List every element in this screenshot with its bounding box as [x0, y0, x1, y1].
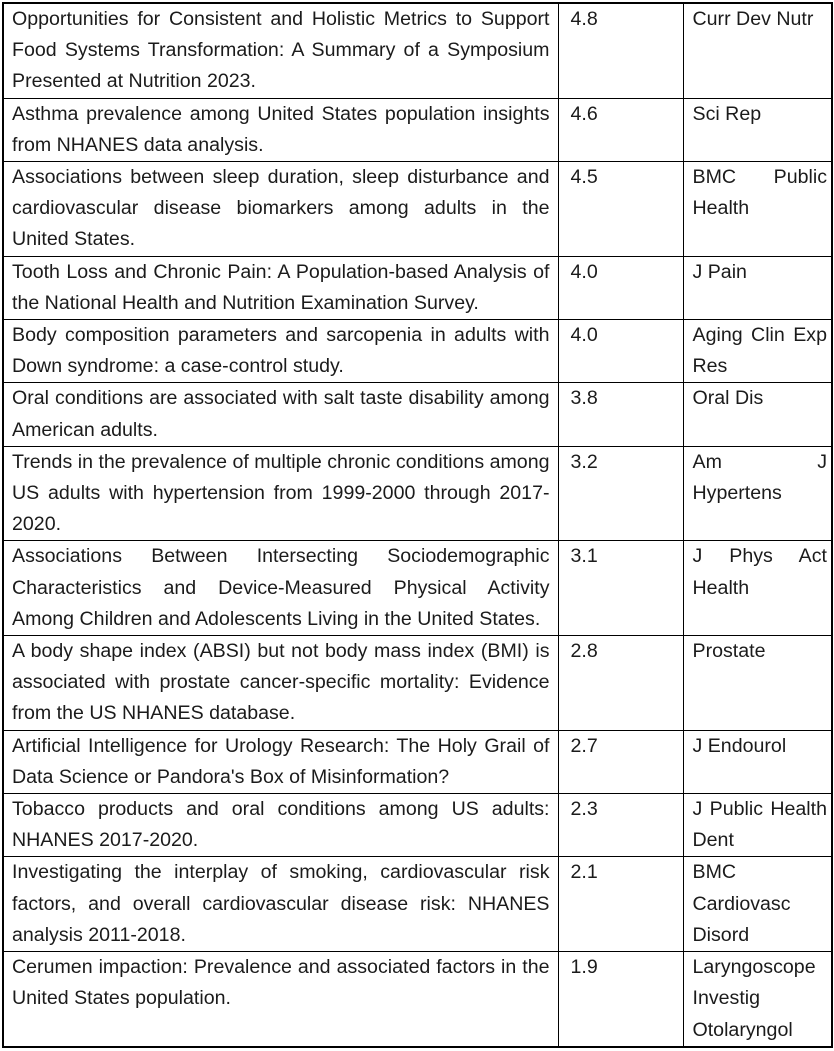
article-title-cell: Trends in the prevalence of multiple chronic conditions among US adults with hypertension from 1999-2000 through 2017-2020. — [3, 446, 558, 541]
impact-score-cell: 2.8 — [558, 636, 683, 731]
table-row — [3, 794, 832, 857]
journal-name-cell: Curr Dev Nutr — [683, 3, 832, 98]
article-title-cell: Cerumen impaction: Prevalence and associated factors in the United States population. — [3, 952, 558, 1047]
article-title-cell: Associations between sleep duration, sleep disturbance and cardiovascular disease biomarkers among adults in the United States. — [3, 162, 558, 257]
impact-score-cell: 1.9 — [558, 952, 683, 1047]
impact-score-cell: 2.3 — [558, 794, 683, 857]
table-row — [3, 857, 832, 952]
impact-score-cell: 3.8 — [558, 383, 683, 446]
article-title-cell: Tooth Loss and Chronic Pain: A Population-based Analysis of the National Health and Nutrition Examination Survey. — [3, 256, 558, 319]
article-title-cell: Tobacco products and oral conditions among US adults: NHANES 2017-2020. — [3, 794, 558, 857]
table-row — [3, 541, 832, 636]
table-row — [3, 383, 832, 446]
article-title-cell: Opportunities for Consistent and Holistic Metrics to Support Food Systems Transformation: A Summary of a Symposium Presented at Nutrition 2023. — [3, 3, 558, 98]
journal-name-cell: J Public Health Dent — [683, 794, 832, 857]
impact-score-cell: 4.0 — [558, 256, 683, 319]
article-title-cell: Associations Between Intersecting Sociodemographic Characteristics and Device-Measured Physical Activity Among Children and Adolescents Living in the United States. — [3, 541, 558, 636]
journal-name-cell: Oral Dis — [683, 383, 832, 446]
article-title-cell: A body shape index (ABSI) but not body mass index (BMI) is associated with prostate cancer-specific mortality: Evidence from the US NHANES database. — [3, 636, 558, 731]
article-title-cell: Asthma prevalence among United States population insights from NHANES data analysis. — [3, 98, 558, 161]
article-title-cell: Investigating the interplay of smoking, cardiovascular risk factors, and overall cardiovascular disease risk: NHANES analysis 2011-2018. — [3, 857, 558, 952]
impact-score-cell: 4.8 — [558, 3, 683, 98]
impact-score-cell: 3.2 — [558, 446, 683, 541]
impact-score-cell: 4.0 — [558, 320, 683, 383]
table-row — [3, 256, 832, 319]
impact-score-cell: 3.1 — [558, 541, 683, 636]
journal-name-cell: Laryngoscope Investig Otolaryngol — [683, 952, 832, 1047]
table-row — [3, 162, 832, 257]
impact-score-cell: 4.5 — [558, 162, 683, 257]
journal-name-cell: Aging Clin Exp Res — [683, 320, 832, 383]
table-row — [3, 952, 832, 1047]
impact-score-cell: 2.7 — [558, 730, 683, 793]
article-title-cell: Oral conditions are associated with salt taste disability among American adults. — [3, 383, 558, 446]
table-row — [3, 446, 832, 541]
table-row — [3, 730, 832, 793]
table-row — [3, 636, 832, 731]
publications-table — [2, 2, 833, 1048]
journal-name-cell: J Pain — [683, 256, 832, 319]
article-title-cell: Body composition parameters and sarcopenia in adults with Down syndrome: a case-control study. — [3, 320, 558, 383]
publications-table-body — [3, 3, 832, 1047]
journal-name-cell: J Phys Act Health — [683, 541, 832, 636]
journal-name-cell: BMC Public Health — [683, 162, 832, 257]
article-title-cell: Artificial Intelligence for Urology Research: The Holy Grail of Data Science or Pandora's Box of Misinformation? — [3, 730, 558, 793]
table-row — [3, 320, 832, 383]
journal-name-cell: Am J Hypertens — [683, 446, 832, 541]
journal-name-cell: BMC Cardiovasc Disord — [683, 857, 832, 952]
journal-name-cell: Sci Rep — [683, 98, 832, 161]
journal-name-cell: J Endourol — [683, 730, 832, 793]
table-row — [3, 98, 832, 161]
impact-score-cell: 4.6 — [558, 98, 683, 161]
impact-score-cell: 2.1 — [558, 857, 683, 952]
table-row — [3, 3, 832, 98]
journal-name-cell: Prostate — [683, 636, 832, 731]
